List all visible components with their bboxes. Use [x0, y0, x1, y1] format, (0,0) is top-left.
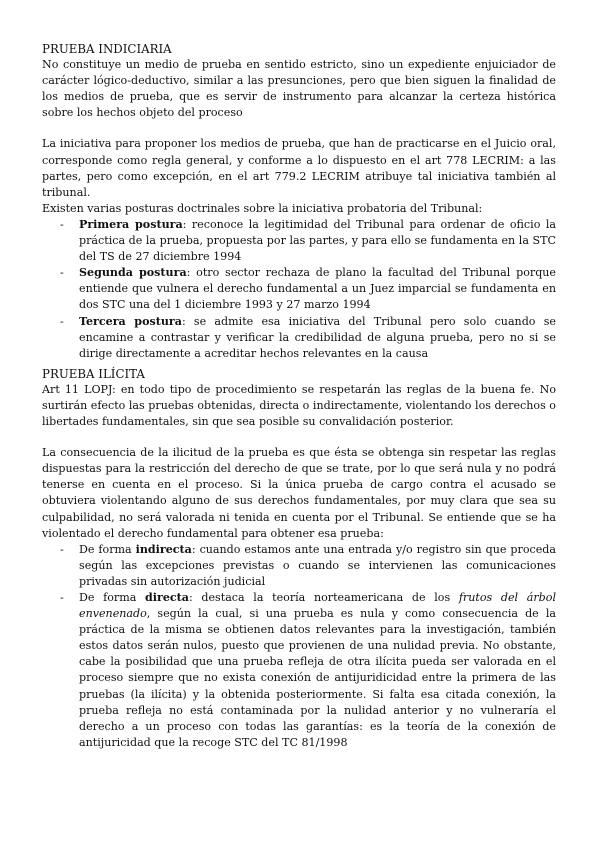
text-forma-directa-b: , según la cual, si una prueba es nula y como consecuencia de la práctica de la misma se obtienen datos relevantes para la investigación, también estos datos serán nulos, puesto que provienen de una nulidad previa. No obstante, cabe la posibilidad que una prueba refleja de otra ilícita pueda ser valorada en el proceso siempre que no exista conexión de antijuridicidad entre la primera de las pruebas (la ilícita) y la obtenida posteriormente. Si falta esa citada conexión, la prueba refleja no está contaminada por la nulidad anterior y no vulneraría el derecho a un proceso con todas las garantías: es la teoría de la conexión de antijuricidad que la recoge STC del TC 81/1998	[79, 607, 556, 749]
term-tercera-postura: Tercera postura	[79, 314, 182, 328]
text-forma-directa-a: : destaca la teoría norteamericana de los	[188, 591, 459, 604]
text-forma-indirecta: : cuando estamos ante una entrada y/o registro sin que proceda según las excepciones previstas o cuando se intervienen las comunicaciones privadas sin autorización judicial	[79, 542, 557, 588]
paragraph-indiciaria-definition: No constituye un medio de prueba en sentido estricto, sino un expediente enjuiciador de carácter lógico-deductivo, similar a las presunciones, pero que bien siguen la finalidad de los medios de prueba, que es servir de instrumento para alcanzar la certeza histórica sobre los hechos objeto del proceso	[42, 58, 556, 120]
term-indirecta: indirecta	[135, 542, 192, 556]
formas-list	[42, 542, 556, 751]
text-tercera-postura: : se admite esa iniciativa del Tribunal pero solo cuando se encamine a contrastar y verificar la credibilidad de alguna prueba, pero no si se dirige directamente a acreditar hechos relevantes en la causa	[79, 314, 556, 360]
term-directa: directa	[145, 591, 189, 604]
section-title-prueba-ilicita: PRUEBA ILÍCITA	[42, 366, 145, 381]
text-segunda-postura: : otro sector rechaza de plano la facultad del Tribunal porque entiende que vulnera el derecho fundamental a un Juez imparcial se fundamenta en dos STC una del 1 diciembre 1993 y 27 marzo 1994	[79, 266, 557, 312]
paragraph-posturas-intro: Existen varias posturas doctrinales sobre la iniciativa probatoria del Tribunal:	[42, 201, 483, 215]
term-primera-postura: Primera postura	[79, 217, 183, 231]
text-primera-postura: : reconoce la legitimidad del Tribunal para ordenar de oficio la práctica de la prueba, propuesta por las partes, y para ello se fundamenta en la STC del TS de 27 diciembre 1994	[79, 217, 557, 264]
paragraph-art-11-lopj: Art 11 LOPJ: en todo tipo de procedimiento se respetarán las reglas de la buena fe. No surtirán efecto las pruebas obtenidas, directa o indirectamente, violentando los derechos o libertades fundamentales, sin que sea posible su convalidación posterior.	[42, 382, 556, 429]
prefix-forma-directa: De forma	[79, 591, 146, 604]
term-frutos-arbol-envenenado: frutos del árbol envenenado	[79, 591, 557, 621]
list-item-forma-directa	[42, 590, 556, 751]
term-segunda-postura: Segunda postura	[79, 266, 187, 280]
prefix-forma-indirecta: De forma	[79, 542, 136, 556]
list-item-primera-postura	[42, 217, 556, 265]
paragraph-consecuencia-ilicitud: La consecuencia de la ilicitud de la prueba es que ésta se obtenga sin respetar las reglas dispuestas para la restricción del derecho de que se trate, por lo que será nula y no podrá tenerse en cuenta en el proceso. Si la única prueba de cargo contra el acusado se obtuviera violentando alguno de sus derechos fundamentales, por muy clara que sea su culpabilidad, no será valorada ni tenida en cuenta por el Tribunal. Se entiende que se ha violentado el derecho fundamental para obtener esa prueba:	[42, 446, 556, 540]
list-item-segunda-postura	[42, 265, 556, 313]
posturas-list	[42, 217, 556, 362]
section-title-prueba-indiciaria: PRUEBA INDICIARIA	[42, 42, 172, 56]
list-item-tercera-postura	[42, 314, 556, 362]
document-page	[42, 41, 556, 751]
paragraph-iniciativa: La iniciativa para proponer los medios de prueba, que han de practicarse en el Juicio oral, corresponde como regla general, y conforme a lo dispuesto en el art 778 LECRIM: a las partes, pero como excepción, en el art 779.2 LECRIM atribuye tal iniciativa también al tribunal.	[42, 137, 556, 199]
list-item-forma-indirecta	[42, 542, 556, 590]
